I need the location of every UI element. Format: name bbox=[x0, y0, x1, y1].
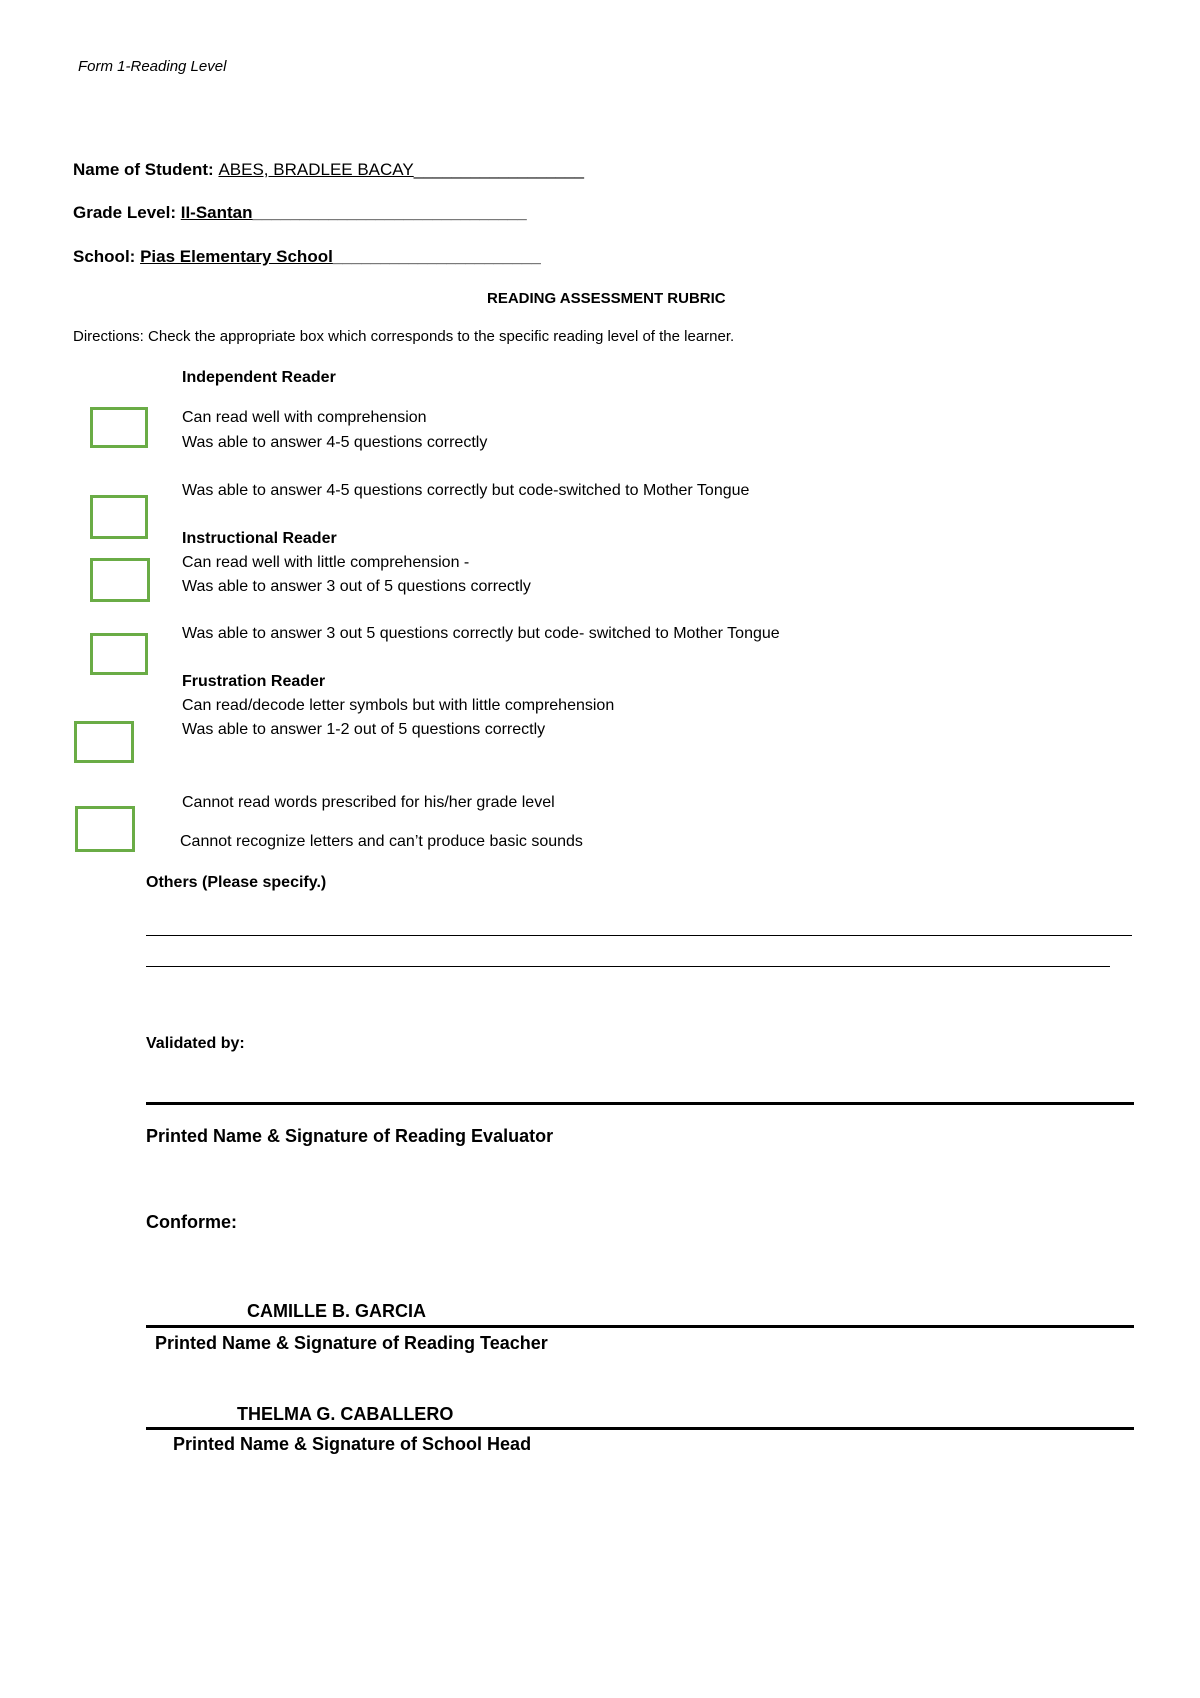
independent-checkbox-1[interactable] bbox=[90, 407, 148, 448]
frustration-item1-line1: Can read/decode letter symbols but with little comprehension bbox=[182, 697, 615, 714]
student-name-value: ABES, BRADLEE BACAY bbox=[218, 160, 414, 179]
school-head-label: Printed Name & Signature of School Head bbox=[173, 1434, 532, 1454]
frustration-checkbox-2[interactable] bbox=[75, 806, 135, 852]
instructional-checkbox-1[interactable] bbox=[90, 558, 150, 602]
frustration-reader-heading: Frustration Reader bbox=[182, 673, 326, 690]
instructional-item1-line1: Can read well with little comprehension - bbox=[182, 554, 470, 571]
independent-checkbox-2[interactable] bbox=[90, 495, 148, 539]
independent-item1-line1: Can read well with comprehension bbox=[182, 409, 427, 426]
grade-level-field bbox=[73, 203, 527, 223]
frustration-item1-line2: Was able to answer 1-2 out of 5 questions correctly bbox=[182, 721, 546, 738]
frustration-item2-line2: Cannot recognize letters and can’t produce basic sounds bbox=[180, 833, 583, 850]
student-name-label: Name of Student: bbox=[73, 160, 219, 179]
school-label: School: bbox=[73, 247, 141, 266]
independent-item1-line2: Was able to answer 4-5 questions correctly bbox=[182, 434, 488, 451]
grade-level-value: II-Santan bbox=[180, 203, 253, 222]
instructional-item2: Was able to answer 3 out 5 questions correctly but code- switched to Mother Tongue bbox=[182, 625, 780, 642]
teacher-name: CAMILLE B. GARCIA bbox=[247, 1301, 426, 1321]
form-label: Form 1-Reading Level bbox=[78, 58, 227, 75]
independent-reader-heading: Independent Reader bbox=[182, 369, 336, 386]
school-underline: ______________________ bbox=[332, 247, 541, 266]
frustration-checkbox-1[interactable] bbox=[74, 721, 134, 763]
evaluator-label: Printed Name & Signature of Reading Evaluator bbox=[146, 1126, 554, 1146]
others-label: Others (Please specify.) bbox=[146, 874, 327, 891]
instructional-reader-heading: Instructional Reader bbox=[182, 530, 337, 547]
school-head-name: THELMA G. CABALLERO bbox=[237, 1404, 454, 1424]
school-field bbox=[73, 247, 541, 267]
student-name-field bbox=[73, 160, 584, 180]
instructional-item1-line2: Was able to answer 3 out of 5 questions correctly bbox=[182, 578, 531, 595]
school-head-signature-line bbox=[146, 1427, 1134, 1430]
school-value: Pias Elementary School bbox=[140, 247, 333, 266]
others-line-2[interactable] bbox=[146, 966, 1110, 967]
teacher-label: Printed Name & Signature of Reading Teacher bbox=[155, 1333, 548, 1353]
grade-level-underline: _____________________________ bbox=[252, 203, 527, 222]
independent-item2: Was able to answer 4-5 questions correctly but code-switched to Mother Tongue bbox=[182, 482, 750, 499]
validated-by-label: Validated by: bbox=[146, 1035, 245, 1052]
teacher-signature-line bbox=[146, 1325, 1134, 1328]
grade-level-label: Grade Level: bbox=[73, 203, 181, 222]
evaluator-signature-line bbox=[146, 1102, 1134, 1105]
frustration-item2-line1: Cannot read words prescribed for his/her grade level bbox=[182, 794, 555, 811]
others-line-1[interactable] bbox=[146, 935, 1132, 936]
directions-text: Directions: Check the appropriate box which corresponds to the specific reading level of the learner. bbox=[73, 328, 735, 345]
conforme-label: Conforme: bbox=[146, 1212, 237, 1232]
rubric-title: READING ASSESSMENT RUBRIC bbox=[487, 290, 726, 307]
instructional-checkbox-2[interactable] bbox=[90, 633, 148, 675]
student-name-underline: __________________ bbox=[413, 160, 584, 179]
